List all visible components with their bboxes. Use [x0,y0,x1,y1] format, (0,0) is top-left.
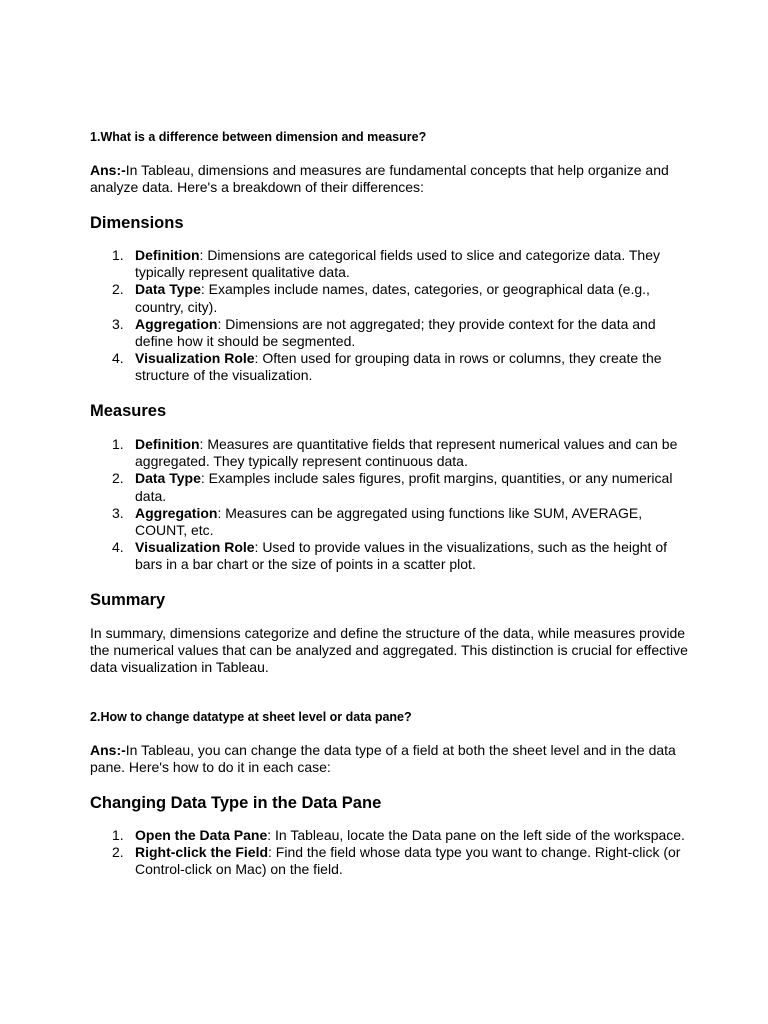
data-pane-steps-list [90,827,690,879]
question-2-number: 2. [90,710,101,724]
answer-2-text: In Tableau, you can change the data type of a field at both the sheet level and in the data pane. Here's how to do it in each case: [90,742,676,775]
measures-list [90,436,690,574]
question-2-title: How to change datatype at sheet level or data pane? [100,710,412,724]
list-item [90,350,685,384]
list-item-term: Open the Data Pane [135,827,268,843]
list-item-text: : Examples include sales figures, profit margins, quantities, or any numerical data. [135,470,673,504]
list-item [90,470,685,504]
list-item-term: Right-click the Field [135,844,269,861]
list-item-text: : Used to provide values in the visualizations, such as the height of bars in a bar chart or the size of points in a scatter plot. [135,539,668,573]
list-item-text: : Measures are quantitative fields that represent numerical values and can be aggregated. They typically represent continuous data. [135,436,678,470]
list-item-term: Definition [135,436,200,452]
list-item-number: 2. [112,281,124,298]
dimensions-list [90,247,690,385]
list-item-number: 1. [112,436,124,452]
summary-text: In summary, dimensions categorize and define the structure of the data, while measures provide the numerical values that can be analyzed and aggregated. This distinction is crucial for effective data visualization in Tableau. [90,625,688,675]
list-item-term: Visualization Role [135,350,255,367]
list-item-number: 2. [112,470,124,487]
list-item-text: : Dimensions are categorical fields used to slice and categorize data. They typically represent qualitative data. [135,247,660,281]
question-1-answer [90,162,690,196]
list-item-term: Aggregation [135,315,218,332]
list-item-term: Data Type [135,470,201,487]
measures-heading: Measures [90,402,167,420]
question-1-title: What is a difference between dimension and measure? [100,130,427,144]
list-item [90,827,685,844]
list-item [90,436,685,470]
list-item-term: Aggregation [135,504,218,521]
list-item-text: : Dimensions are not aggregated; they provide context for the data and define how it should be segmented. [135,315,656,350]
list-item-number: 2. [112,844,124,861]
question-2-answer [90,742,690,776]
data-pane-heading: Changing Data Type in the Data Pane [90,794,382,812]
list-item-text: : Measures can be aggregated using functions like SUM, AVERAGE, COUNT, etc. [135,504,643,539]
list-item [90,539,685,573]
list-item-term: Definition [135,247,200,263]
list-item-number: 4. [112,539,124,556]
list-item-term: Visualization Role [135,539,255,556]
answer-1-label: Ans:- [90,162,126,178]
list-item [90,505,685,539]
answer-1-text: In Tableau, dimensions and measures are fundamental concepts that help organize and analyze data. Here's a breakdown of their differences: [90,162,669,195]
question-1-number: 1. [90,130,101,144]
list-item-text: : Examples include names, dates, categories, or geographical data (e.g., country, city). [135,281,650,315]
list-item-number: 3. [112,315,124,332]
list-item [90,281,685,315]
list-item [90,316,685,350]
list-item [90,844,685,878]
question-2-heading [90,709,412,725]
list-item-number: 1. [112,827,124,843]
list-item [90,247,685,281]
list-item-text: : Find the field whose data type you want to change. Right-click (or Control-click on Mac) on the field. [135,844,681,878]
list-item-number: 3. [112,504,124,521]
question-1-heading [90,129,426,145]
list-item-text: : In Tableau, locate the Data pane on the left side of the workspace. [267,827,685,843]
list-item-text: : Often used for grouping data in rows or columns, they create the structure of the visualization. [135,350,662,384]
list-item-number: 4. [112,350,124,367]
dimensions-heading: Dimensions [90,214,184,232]
list-item-number: 1. [112,247,124,263]
list-item-term: Data Type [135,281,201,298]
answer-2-label: Ans:- [90,742,126,758]
summary-heading: Summary [90,591,166,609]
